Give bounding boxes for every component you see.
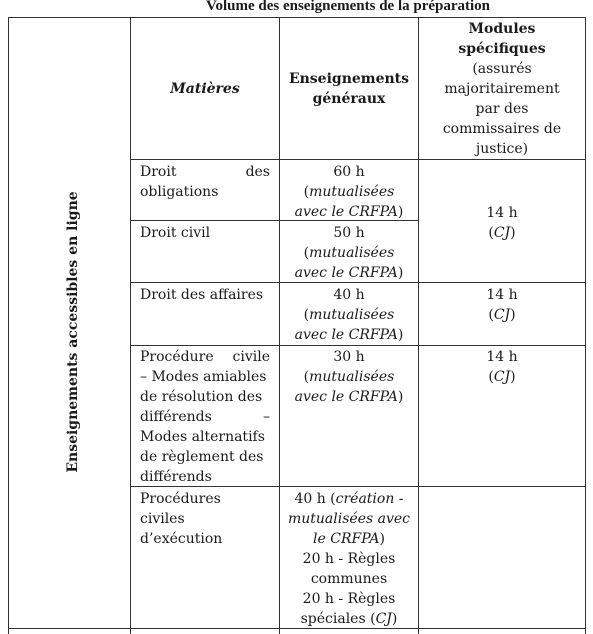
subject-text: Procédures — [140, 491, 221, 507]
spec-code: CJ — [375, 611, 392, 627]
header-enseignements-generaux — [280, 69, 418, 109]
row-hours: 60 h (mutualisées avec le CRFPA) — [280, 162, 418, 222]
creation-text: création - — [335, 491, 404, 507]
row-subject — [140, 162, 270, 202]
row-hours: 50 h (mutualisées avec le CRFPA) — [280, 223, 418, 283]
row-subject: Droit civil — [140, 225, 211, 241]
side-label: Enseignements accessibles en ligne — [65, 191, 81, 473]
row-hours: 40 h (création - mutualisées avec le CRFPA) 20 h - Règles communes 20 h - Règles spéciales (CJ) — [280, 489, 418, 629]
common-rules-text: communes — [310, 571, 388, 587]
spec-hours-text: 14 h — [486, 349, 518, 365]
row-hours: 40 h (mutualisées avec le CRFPA) — [280, 285, 418, 345]
header-note: par des — [475, 101, 529, 117]
row-subject — [140, 347, 270, 487]
special-rules-text: spéciales ( — [300, 611, 376, 627]
mutualised-text: avec le CRFPA — [294, 204, 398, 220]
hours-text: 60 h — [333, 164, 365, 180]
subject-text: différends — [140, 469, 212, 485]
spec-hours-text: 14 h — [486, 287, 518, 303]
subject-text: Modes alternatifs — [140, 429, 265, 445]
header-line: Modules — [468, 21, 536, 37]
subject-text: de règlement des — [140, 449, 264, 465]
header-matieres: Matières — [170, 81, 240, 97]
mutualised-text: mutualisées — [309, 369, 395, 385]
mutualised-text: avec le CRFPA — [294, 327, 398, 343]
subject-text: d’exécution — [140, 531, 223, 547]
mutualised-text: avec le CRFPA — [294, 265, 398, 281]
subject-text: – Modes amiables — [140, 369, 267, 385]
table-border-left — [8, 17, 9, 634]
row-hours: 30 h (mutualisées avec le CRFPA) — [280, 347, 418, 407]
header-note: majoritairement — [444, 81, 560, 97]
table-border-right — [585, 17, 586, 634]
row-subject: Droit des affaires — [140, 287, 264, 303]
hours-text: 50 h — [333, 225, 365, 241]
mutualised-text: mutualisées avec — [287, 511, 410, 527]
preparation-table — [8, 17, 586, 634]
row-spec-hours: 14 h (CJ) — [419, 285, 585, 325]
row-divider — [130, 159, 586, 160]
side-label-cell — [18, 167, 128, 497]
special-rules-text: 20 h - Règles — [302, 591, 396, 607]
mutualised-text: mutualisées — [309, 184, 395, 200]
row-subject — [140, 489, 270, 549]
subject-text: différends — [140, 409, 212, 425]
subject-text: des — [245, 164, 270, 180]
mutualised-text: le CRFPA — [313, 531, 380, 547]
spec-hours-text: 14 h — [486, 205, 518, 221]
mutualised-text: mutualisées — [309, 307, 395, 323]
row-spec-hours: 14 h (CJ) — [419, 347, 585, 387]
header-line: généraux — [312, 91, 386, 107]
subject-text: civiles — [140, 511, 185, 527]
column-divider — [130, 17, 131, 634]
hours-text: 30 h — [333, 349, 365, 365]
hours-text: 40 h ( — [294, 491, 336, 507]
row-divider — [130, 345, 586, 346]
header-note: commissaires de — [442, 121, 562, 137]
mutualised-text: mutualisées — [309, 245, 395, 261]
row-spec-hours: 14 h (CJ) — [419, 203, 585, 243]
mutualised-text: avec le CRFPA — [294, 389, 398, 405]
subject-text: civile — [232, 349, 270, 365]
spec-code: CJ — [493, 225, 511, 241]
subject-text: – — [263, 409, 270, 425]
table-border-top — [8, 17, 586, 18]
header-note: justice) — [475, 141, 529, 157]
subject-text: Procédure — [140, 349, 214, 365]
spec-code: CJ — [493, 307, 511, 323]
subject-text: de résolution des — [140, 389, 263, 405]
header-line: spécifiques — [458, 41, 546, 57]
header-modules-specifiques — [419, 19, 585, 159]
hours-text: 40 h — [333, 287, 365, 303]
header-line: Enseignements — [288, 71, 410, 87]
subject-text: obligations — [140, 184, 219, 200]
header-note: (assurés — [472, 61, 532, 77]
page-title: Volume des enseignements de la préparation — [206, 0, 491, 14]
spec-code: CJ — [493, 369, 511, 385]
common-rules-text: 20 h - Règles — [302, 551, 396, 567]
subject-text: Droit — [140, 164, 177, 180]
